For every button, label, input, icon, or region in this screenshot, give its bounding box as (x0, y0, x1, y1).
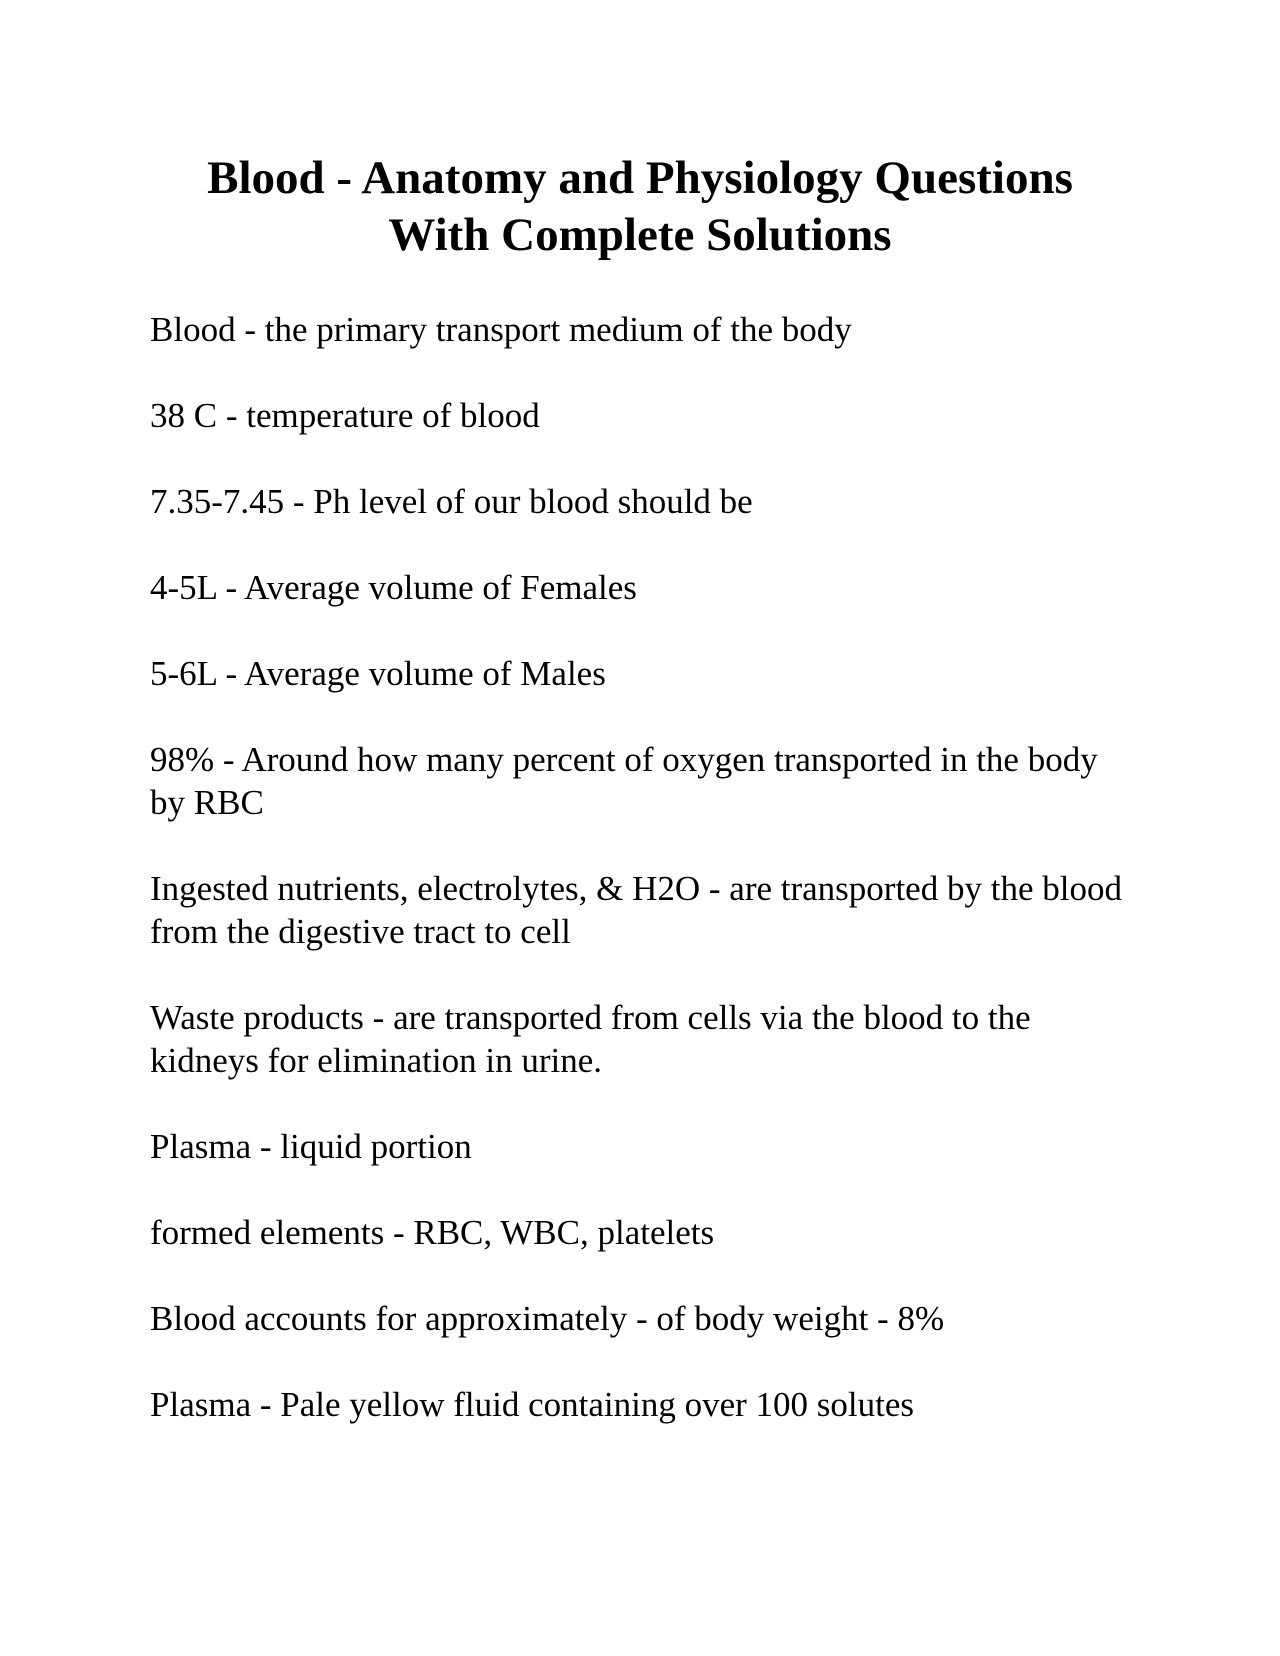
qa-entry: Waste products - are transported from cells via the blood to the kidneys for elimination in urine. (150, 998, 1031, 1080)
document-title (150, 150, 1130, 264)
qa-entry: Ingested nutrients, electrolytes, & H2O - are transported by the blood from the digestive tract to cell (150, 869, 1122, 951)
qa-entry: Plasma - Pale yellow fluid containing over 100 solutes (150, 1385, 915, 1424)
qa-entry: 5-6L - Average volume of Males (150, 654, 606, 693)
title-line-2: With Complete Solutions (388, 209, 892, 261)
qa-entry: Plasma - liquid portion (150, 1127, 472, 1166)
qa-list (150, 308, 1130, 1469)
qa-entry: 98% - Around how many percent of oxygen transported in the body by RBC (150, 740, 1098, 822)
qa-entry: 4-5L - Average volume of Females (150, 568, 637, 607)
qa-entry: 38 C - temperature of blood (150, 396, 540, 435)
title-line-1: Blood - Anatomy and Physiology Questions (207, 152, 1073, 204)
qa-entry: formed elements - RBC, WBC, platelets (150, 1213, 715, 1252)
qa-entry: 7.35-7.45 - Ph level of our blood should be (150, 482, 753, 521)
qa-entry: Blood - the primary transport medium of the body (150, 310, 852, 349)
qa-entry: Blood accounts for approximately - of body weight - 8% (150, 1299, 945, 1338)
